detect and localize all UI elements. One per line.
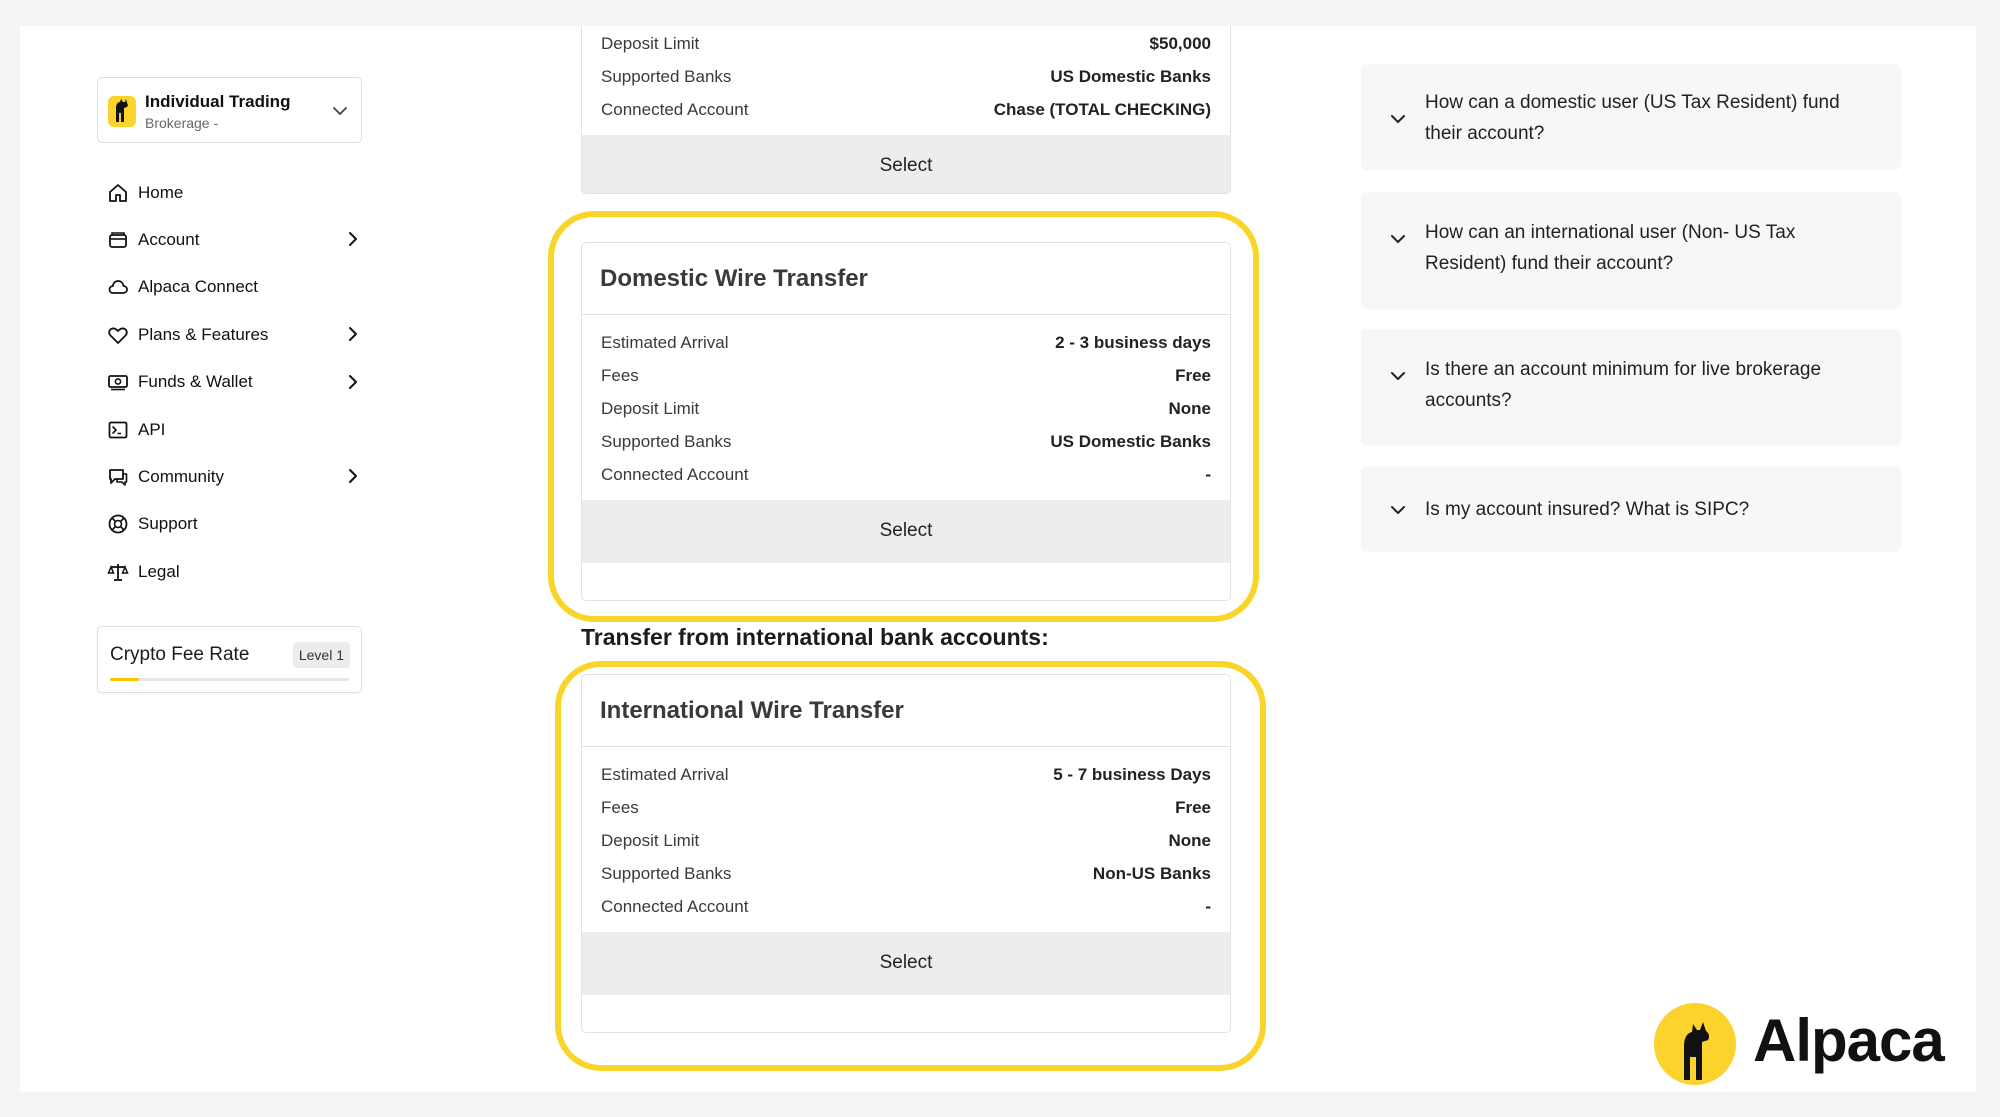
row-value: - [1205, 897, 1211, 917]
transfer-card-ach [581, 26, 1231, 194]
sidebar-item-support[interactable] [106, 501, 374, 548]
row-label: Connected Account [601, 99, 749, 119]
faq-question: How can an international user (Non- US Tax Resident) fund their account? [1425, 222, 1796, 274]
row-value: - [1205, 465, 1211, 485]
sidebar-item-account[interactable] [106, 216, 374, 263]
faq-question: How can a domestic user (US Tax Resident) fund their account? [1425, 92, 1840, 144]
transfer-detail-row [601, 60, 1211, 93]
faq-item[interactable] [1361, 192, 1901, 309]
sidebar-item-label: Community [138, 467, 224, 487]
select-button[interactable]: Select [582, 135, 1230, 194]
row-label: Supported Banks [601, 864, 732, 884]
level-badge: Level 1 [293, 642, 350, 668]
faq-item[interactable] [1361, 64, 1901, 170]
row-label: Deposit Limit [601, 398, 700, 418]
lifebuoy-icon [106, 512, 130, 536]
faq-question: Is there an account minimum for live brokerage accounts? [1425, 359, 1822, 411]
account-switcher[interactable] [97, 77, 362, 143]
row-label: Deposit Limit [601, 830, 700, 850]
sidebar-item-label: Alpaca Connect [138, 277, 259, 297]
transfer-detail-row [601, 27, 1211, 60]
sidebar-item-label: Funds & Wallet [138, 372, 253, 392]
chat-icon [106, 465, 130, 489]
account-name: Individual Trading [145, 92, 291, 111]
row-label: Fees [601, 365, 639, 385]
sidebar-item-api[interactable] [106, 406, 374, 453]
wallet-card-icon [106, 228, 130, 252]
sidebar-item-label: Legal [138, 561, 180, 581]
cloud-icon [106, 275, 130, 299]
row-value: None [1168, 830, 1211, 850]
row-label: Connected Account [601, 465, 749, 485]
home-icon [106, 181, 130, 205]
faq-question: Is my account insured? What is SIPC? [1425, 499, 1750, 520]
sidebar-nav [106, 169, 374, 596]
row-value: Free [1175, 797, 1211, 817]
select-button[interactable]: Select [582, 932, 1230, 995]
sidebar-item-legal[interactable] [106, 548, 374, 595]
row-label: Connected Account [601, 897, 749, 917]
transfer-detail-row [601, 93, 1211, 126]
card-title: Domestic Wire Transfer [582, 243, 1230, 315]
row-label: Fees [601, 797, 639, 817]
row-value: Non-US Banks [1092, 864, 1211, 884]
row-value: 5 - 7 business Days [1053, 764, 1211, 784]
alpaca-account-icon [108, 96, 136, 127]
chevron-down-icon [331, 102, 349, 120]
alpaca-logo [1653, 1002, 1953, 1086]
brand-name: Alpaca [1753, 1007, 1944, 1074]
app-frame [20, 26, 1976, 1092]
row-label: Estimated Arrival [601, 332, 729, 352]
row-label: Estimated Arrival [601, 764, 729, 784]
sidebar-item-label: Home [138, 182, 184, 202]
chevron-right-icon [344, 467, 362, 485]
crypto-fee-rate-card[interactable] [97, 626, 362, 693]
sidebar-item-community[interactable] [106, 453, 374, 500]
chevron-down-icon [1389, 110, 1407, 128]
row-label: Supported Banks [601, 432, 732, 452]
sidebar-item-label: Account [138, 230, 200, 250]
sidebar-item-funds-wallet[interactable] [106, 359, 374, 406]
chevron-right-icon [344, 325, 362, 343]
faq-item[interactable] [1361, 329, 1901, 446]
row-label: Deposit Limit [601, 33, 700, 53]
sidebar-item-label: Plans & Features [138, 324, 269, 344]
chevron-down-icon [1389, 230, 1407, 248]
terminal-icon [106, 418, 130, 442]
highlight-outline [555, 661, 1266, 1071]
sidebar-item-label: Support [138, 514, 198, 534]
select-button[interactable]: Select [582, 500, 1230, 563]
scale-icon [106, 560, 130, 584]
row-value: US Domestic Banks [1050, 66, 1211, 86]
row-value: Chase (TOTAL CHECKING) [993, 99, 1211, 119]
chevron-down-icon [1389, 501, 1407, 519]
account-type: Brokerage - [145, 115, 219, 131]
banknote-icon [106, 370, 130, 394]
sidebar-item-plans-features[interactable] [106, 311, 374, 358]
row-value: Free [1175, 365, 1211, 385]
alpaca-logo-icon [1653, 1002, 1737, 1086]
row-value: None [1168, 398, 1211, 418]
heart-icon [106, 323, 130, 347]
fee-progress-track [110, 678, 349, 681]
chevron-right-icon [344, 373, 362, 391]
faq-item[interactable] [1361, 466, 1901, 552]
international-section-heading: Transfer from international bank accounts: [581, 624, 1049, 650]
row-value: US Domestic Banks [1050, 432, 1211, 452]
chevron-down-icon [1389, 367, 1407, 385]
row-value: 2 - 3 business days [1055, 332, 1211, 352]
sidebar-item-label: API [138, 419, 166, 439]
chevron-right-icon [344, 230, 362, 248]
sidebar-item-home[interactable] [106, 169, 374, 216]
row-value: $50,000 [1149, 33, 1211, 53]
crypto-fee-rate-label: Crypto Fee Rate [110, 644, 250, 665]
sidebar-item-alpaca-connect[interactable] [106, 264, 374, 311]
highlight-outline [548, 211, 1259, 622]
row-label: Supported Banks [601, 66, 732, 86]
fee-progress-fill [110, 678, 139, 681]
card-title: International Wire Transfer [582, 675, 1230, 747]
